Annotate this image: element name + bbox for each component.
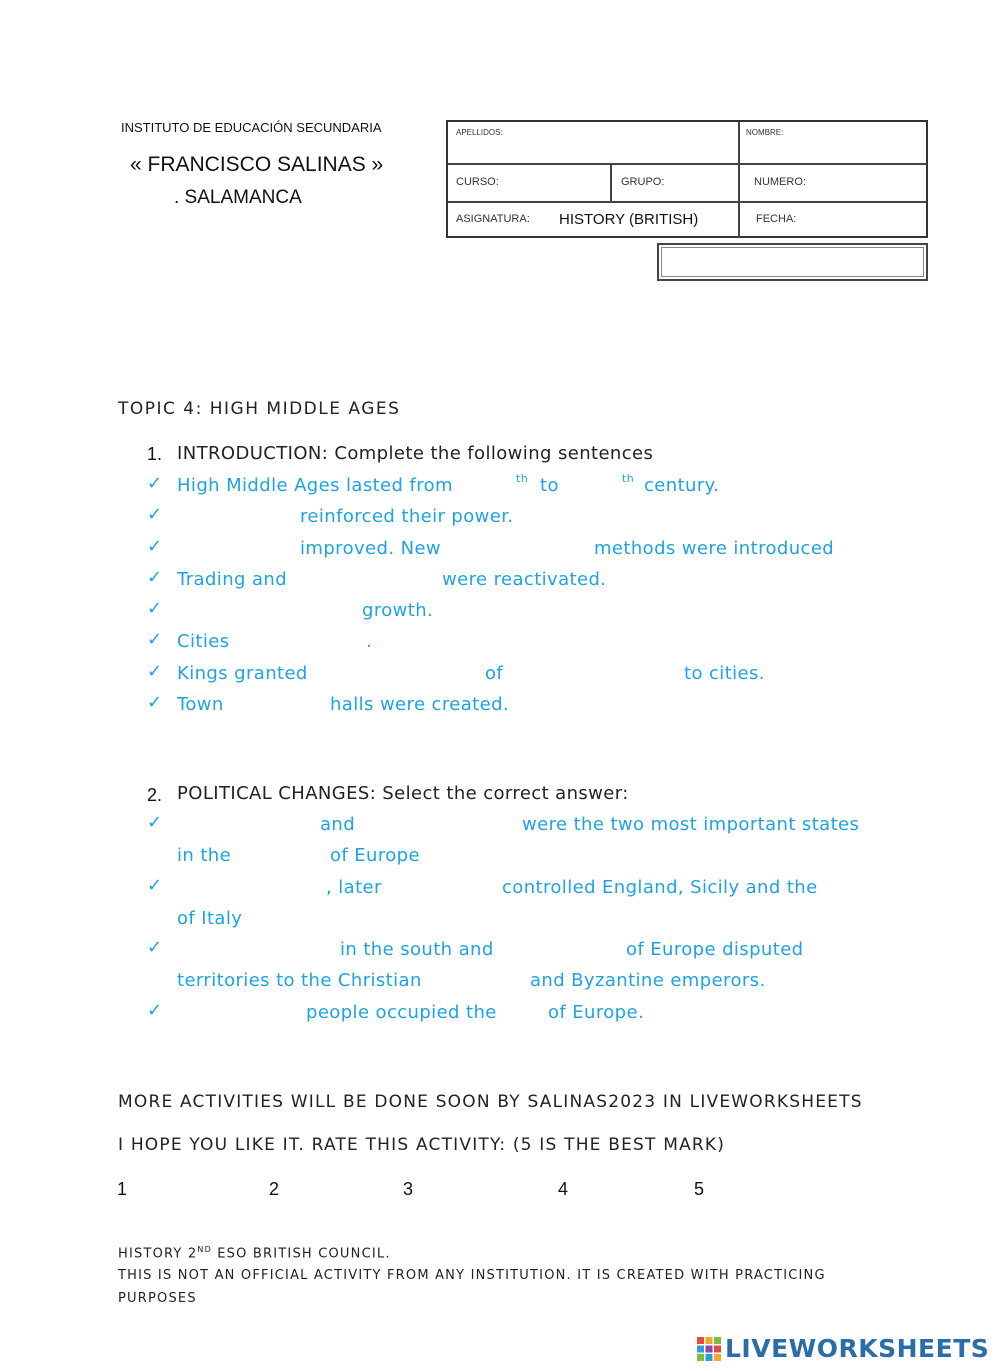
rating-option-3[interactable]: 3 [403,1179,414,1199]
sentence-text: and Byzantine emperors. [530,970,766,991]
institute-name: INSTITUTO DE EDUCACIÓN SECUNDARIA [121,120,382,135]
more-activities-note: MORE ACTIVITIES WILL BE DONE SOON BY SALINAS2023 IN LIVEWORKSHEETS [118,1092,863,1112]
rate-prompt: I HOPE YOU LIKE IT. RATE THIS ACTIVITY: (5 IS THE BEST MARK) [118,1135,726,1155]
sentence-text: reinforced their power. [300,506,514,527]
check-icon: ✓ [147,661,163,682]
check-icon: ✓ [147,473,163,494]
sentence-text: , later [326,877,382,898]
check-icon: ✓ [147,598,163,619]
check-icon: ✓ [147,875,163,896]
asignatura-value: HISTORY (BRITISH) [559,211,699,228]
sentence-text: in the south and [340,939,494,960]
check-icon: ✓ [147,629,163,650]
footer-disclaimer-cont: PURPOSES [118,1291,197,1306]
sentence-text: people occupied the [306,1002,497,1023]
sentence-text: of Europe disputed [626,939,804,960]
sentence-text: of Europe [330,845,420,866]
sentence-text: Kings granted [177,663,308,684]
curso-label: CURSO: [456,176,499,188]
check-icon: ✓ [147,536,163,557]
liveworksheets-logo-icon [696,1336,722,1362]
sentence-text: were reactivated. [442,569,607,590]
check-icon: ✓ [147,504,163,525]
asignatura-label: ASIGNATURA: [456,213,530,225]
check-icon: ✓ [147,937,163,958]
sentence-text: . [366,631,373,652]
sentence-text: century. [644,475,720,496]
student-info-table [446,120,928,238]
check-icon: ✓ [147,567,163,588]
sentence-text: halls were created. [330,694,510,715]
fecha-label: FECHA: [756,213,797,225]
rating-option-1[interactable]: 1 [117,1179,128,1199]
check-icon: ✓ [147,1000,163,1021]
rating-option-2[interactable]: 2 [269,1179,280,1199]
section2-number: 2. [147,785,163,805]
sentence-text: were the two most important states [522,814,860,835]
sentence-text: of [485,663,504,684]
score-box [657,243,928,281]
sentence-text: controlled England, Sicily and the [502,877,818,898]
topic-title: TOPIC 4: HIGH MIDDLE AGES [118,399,401,419]
sentence-text: methods were introduced [594,538,835,559]
school-name: « FRANCISCO SALINAS » [130,153,384,176]
sentence-text: growth. [362,600,434,621]
sentence-text: to cities. [684,663,765,684]
check-icon: ✓ [147,812,163,833]
apellidos-label: APELLIDOS: [456,128,503,137]
grupo-label: GRUPO: [621,176,665,188]
footer-disclaimer: THIS IS NOT AN OFFICIAL ACTIVITY FROM ANY INSTITUTION. IT IS CREATED WITH PRACTICING [118,1268,826,1283]
rating-option-5[interactable]: 5 [694,1179,705,1199]
sentence-text: Town [177,694,224,715]
section1-heading: INTRODUCTION: Complete the following sentences [177,443,654,464]
sentence-text: of Italy [177,908,243,929]
numero-label: NUMERO: [754,176,806,188]
brand-name: LIVEWORKSHEETS [725,1334,990,1363]
sentence-text: to [540,475,559,496]
sentence-text: improved. New [300,538,442,559]
footer-course: HISTORY 2ND ESO BRITISH COUNCIL. [118,1245,391,1262]
sentence-text: Cities [177,631,230,652]
sentence-text: and [320,814,356,835]
school-city: . SALAMANCA [174,187,302,208]
sentence-text: Trading and [177,569,288,590]
check-icon: ✓ [147,692,163,713]
sentence-text: of Europe. [548,1002,645,1023]
nombre-label: NOMBRE: [746,128,784,137]
sentence-text: High Middle Ages lasted from [177,475,453,496]
sentence-text: territories to the Christian [177,970,422,991]
section2-heading: POLITICAL CHANGES: Select the correct answer: [177,783,629,804]
superscript-th: th [622,472,635,485]
superscript-th: th [516,472,529,485]
rating-option-4[interactable]: 4 [558,1179,569,1199]
sentence-text: in the [177,845,232,866]
section1-number: 1. [147,444,163,464]
